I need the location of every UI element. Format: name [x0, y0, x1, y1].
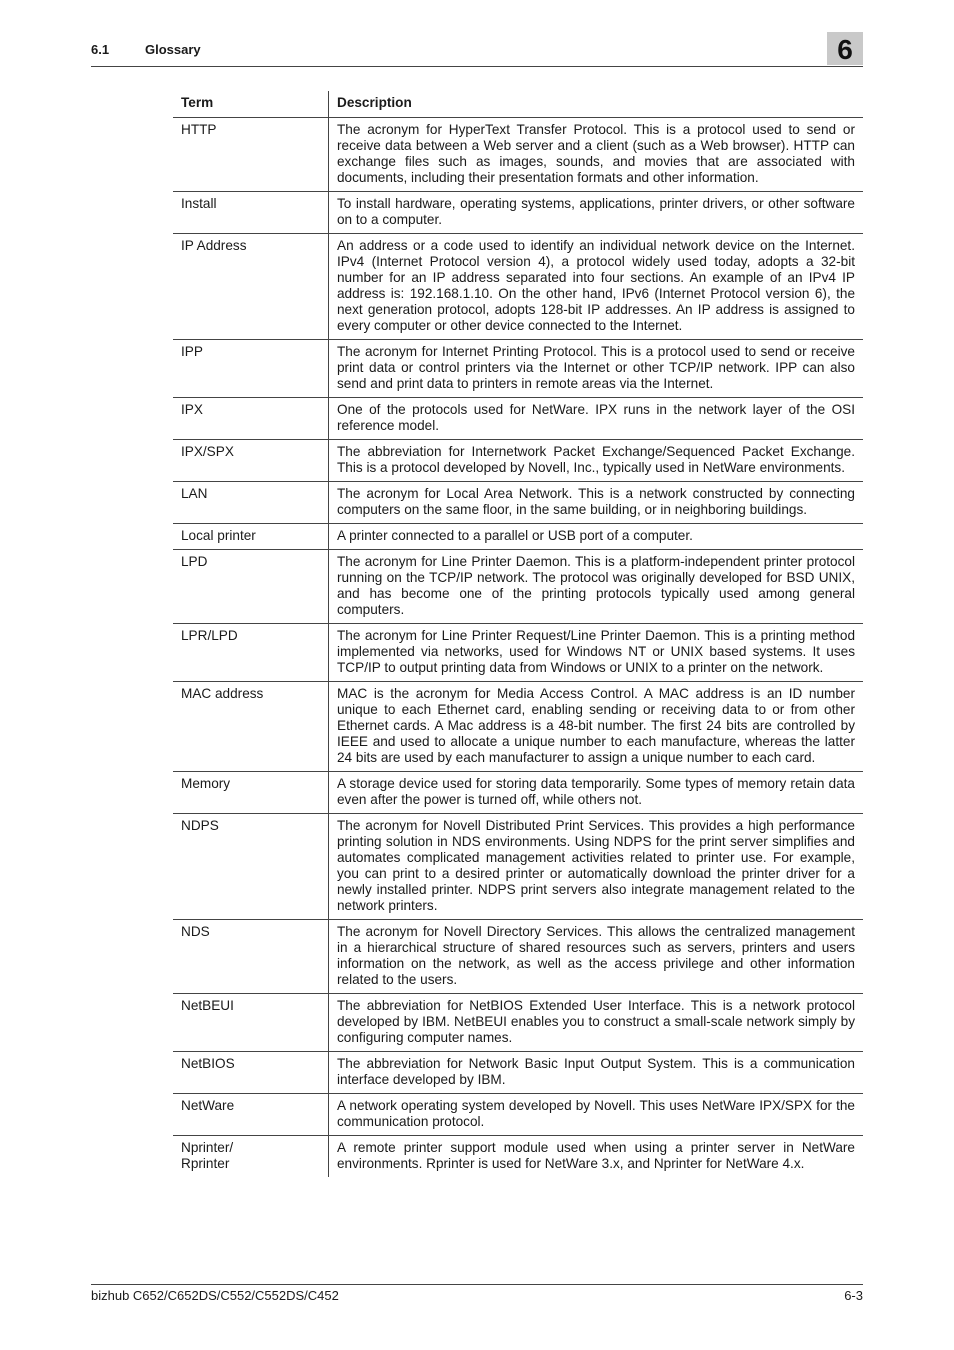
footer-page-number: 6-3: [844, 1288, 863, 1303]
glossary-description: To install hardware, operating systems, applications, printer drivers, or other software on to a computer.: [329, 192, 864, 234]
glossary-body: [173, 118, 863, 1178]
glossary-description: The acronym for Line Printer Request/Line Printer Daemon. This is a printing method implemented via networks, used for Windows NT or UNIX based systems. It uses TCP/IP to output printing data from Windows or UNIX to a printer on the network.: [329, 624, 864, 682]
table-row: [173, 1094, 863, 1136]
table-row: [173, 624, 863, 682]
glossary-term: Memory: [173, 772, 329, 814]
glossary-description: A printer connected to a parallel or USB port of a computer.: [329, 524, 864, 550]
glossary-description: The acronym for HyperText Transfer Protocol. This is a protocol used to send or receive data between a Web server and a client (such as a Web browser). HTTP can exchange files such as images, sounds, and movies that are associated with documents, including their presentation formats and other information.: [329, 118, 864, 192]
glossary-description: The acronym for Line Printer Daemon. This is a platform-independent printer protocol running on the TCP/IP network. The protocol was originally developed for BSD UNIX, and has become one of the printing protocols typically used among general computers.: [329, 550, 864, 624]
glossary-term: NDPS: [173, 814, 329, 920]
glossary-term: LAN: [173, 482, 329, 524]
table-row: [173, 340, 863, 398]
glossary-term: Nprinter/ Rprinter: [173, 1136, 329, 1178]
table-row: [173, 1052, 863, 1094]
glossary-term: Install: [173, 192, 329, 234]
table-row: [173, 682, 863, 772]
table-row: [173, 118, 863, 192]
table-row: [173, 440, 863, 482]
table-row: [173, 524, 863, 550]
glossary-description: The acronym for Internet Printing Protocol. This is a protocol used to send or receive print data or control printers via the Internet or other TCP/IP network. IPP can also send and print data to printers in remote areas via the Internet.: [329, 340, 864, 398]
glossary-description: The acronym for Local Area Network. This is a network constructed by connecting computers on the same floor, in the same building, or in neighboring buildings.: [329, 482, 864, 524]
table-row: [173, 1136, 863, 1178]
glossary-term: IP Address: [173, 234, 329, 340]
glossary-table: [173, 91, 863, 1177]
footer-model: bizhub C652/C652DS/C552/C552DS/C452: [91, 1288, 339, 1303]
glossary-term: NetBIOS: [173, 1052, 329, 1094]
glossary-description: A remote printer support module used when using a printer server in NetWare environments. Rprinter is used for NetWare 3.x, and Nprinter for NetWare 4.x.: [337, 1140, 855, 1171]
glossary-term: MAC address: [173, 682, 329, 772]
glossary-term: LPD: [173, 550, 329, 624]
table-row: [173, 550, 863, 624]
glossary-term: NetBEUI: [173, 994, 329, 1052]
column-header-description: Description: [329, 91, 864, 118]
table-row: [173, 920, 863, 994]
glossary-term: IPX: [173, 398, 329, 440]
glossary-term: LPR/LPD: [173, 624, 329, 682]
page-header: [91, 34, 863, 67]
table-row: [173, 482, 863, 524]
glossary-description: The abbreviation for NetBIOS Extended User Interface. This is a network protocol developed by IBM. NetBEUI enables you to construct a small-scale network simply by configuring computer names.: [329, 994, 864, 1052]
column-header-term: Term: [173, 91, 329, 118]
section-title: Glossary: [145, 42, 201, 57]
glossary-term: Local printer: [173, 524, 329, 550]
glossary-term: NetWare: [173, 1094, 329, 1136]
glossary-description: A network operating system developed by Novell. This uses NetWare IPX/SPX for the communication protocol.: [329, 1094, 864, 1136]
table-row: [173, 192, 863, 234]
glossary-description: The abbreviation for Network Basic Input Output System. This is a communication interface developed by IBM.: [329, 1052, 864, 1094]
glossary-term: NDS: [173, 920, 329, 994]
glossary-description: The acronym for Novell Distributed Print Services. This provides a high performance printing solution in NDS environments. Using NDPS for the print server simplifies and automates complicated management activities related to printer use. For example, you can print to a desired printer or automatically download the printer driver for a newly installed printer. NDPS print servers also integrate management related to the network printers.: [329, 814, 864, 920]
glossary-term: IPX/SPX: [173, 440, 329, 482]
table-row: [173, 398, 863, 440]
chapter-badge: 6: [827, 32, 863, 65]
table-row: [173, 772, 863, 814]
table-row: [173, 994, 863, 1052]
glossary-description: A storage device used for storing data temporarily. Some types of memory retain data even after the power is turned off, while others not.: [329, 772, 864, 814]
table-header-row: [173, 91, 863, 118]
glossary-description: The acronym for Novell Directory Services. This allows the centralized management in a hierarchical structure of shared resources such as servers, printers and users information on the network, as well as the access privilege and other information related to the users.: [329, 920, 864, 994]
glossary-term: IPP: [173, 340, 329, 398]
table-row: [173, 234, 863, 340]
glossary-description: An address or a code used to identify an individual network device on the Internet. IPv4 (Internet Protocol version 4), a protocol widely used today, adopts a 32-bit number for an IP address separated into four sections. An example of an IPv4 IP address is: 192.168.1.10. On the other hand, IPv6 (Internet Protocol version 6), the next generation protocol, adopts 128-bit IP addresses. An IP address is assigned to every computer or other device connected to the Internet.: [329, 234, 864, 340]
section-number: 6.1: [91, 42, 110, 57]
page-footer: [91, 1284, 863, 1305]
glossary-description: MAC is the acronym for Media Access Control. A MAC address is an ID number unique to each Ethernet card, enabling sending or receiving data to or from other Ethernet cards. A Mac address is a 48-bit number. The first 24 bits are controlled by IEEE and used to allocate a unique number to each manufacture, whereas the latter 24 bits are used by each manufacturer to assign a unique number to each card.: [329, 682, 864, 772]
table-row: [173, 814, 863, 920]
glossary-description: One of the protocols used for NetWare. IPX runs in the network layer of the OSI reference model.: [329, 398, 864, 440]
glossary-term: HTTP: [173, 118, 329, 192]
glossary-description: The abbreviation for Internetwork Packet Exchange/Sequenced Packet Exchange. This is a protocol developed by Novell, Inc., typically used in NetWare environments.: [329, 440, 864, 482]
